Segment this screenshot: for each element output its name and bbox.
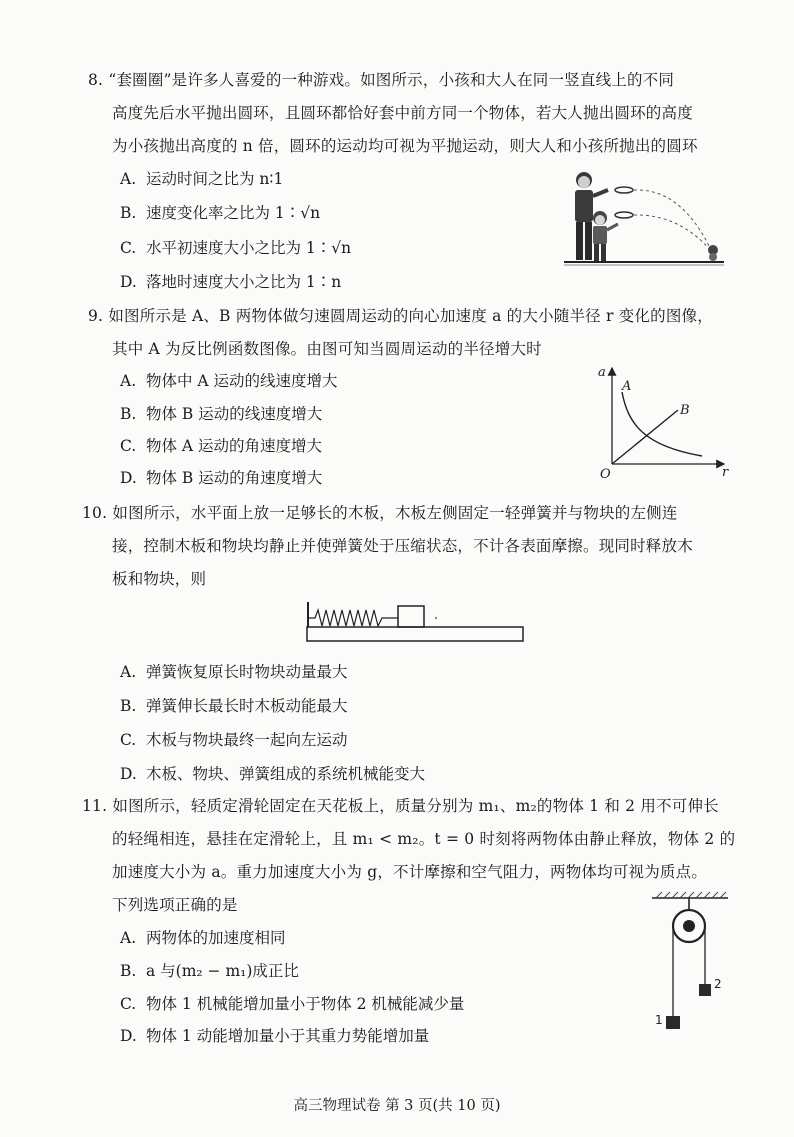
q11-option-d: D. 物体 1 动能增加量小于其重力势能增加量 xyxy=(120,1027,430,1045)
q10-line-1: 10. 如图所示，水平面上放一足够长的木板，木板左侧固定一轻弹簧并与物块的左侧连 xyxy=(82,504,678,522)
q10-option-b: B. 弹簧伸长最长时木板动能最大 xyxy=(120,697,348,715)
q8-option-d: D. 落地时速度大小之比为 1∶n xyxy=(120,273,342,291)
q11-option-c: C. 物体 1 机械能增加量小于物体 2 机械能减少量 xyxy=(120,995,465,1013)
q10-line-2: 接，控制木板和物块均静止并使弹簧处于压缩状态，不计各表面摩擦。现同时释放木 xyxy=(112,537,693,555)
q11-line-1: 11. 如图所示，轻质定滑轮固定在天花板上，质量分别为 m₁、m₂的物体 1 和 2 用不可伸长 xyxy=(82,797,719,815)
y-axis-label: a xyxy=(598,365,606,380)
wooden-board xyxy=(307,627,523,641)
body-1 xyxy=(666,1016,680,1029)
x-axis-label: r xyxy=(722,465,729,480)
q11-line-2: 的轻绳相连，悬挂在定滑轮上，且 m₁ < m₂。t = 0 时刻将两物体由静止释放，物体 2 的 xyxy=(112,830,736,848)
origin-label: O xyxy=(600,467,611,482)
body-2 xyxy=(699,984,711,996)
q9-line-2: 其中 A 为反比例函数图像。由图可知当圆周运动的半径增大时 xyxy=(112,340,542,358)
q11-line-4: 下列选项正确的是 xyxy=(112,896,238,914)
spring xyxy=(308,610,398,626)
q9-option-a: A. 物体中 A 运动的线速度增大 xyxy=(120,372,338,390)
q8-option-b: B. 速度变化率之比为 1∶√n xyxy=(120,204,321,222)
acceleration-radius-graph xyxy=(592,362,732,482)
q10-option-d: D. 木板、物块、弹簧组成的系统机械能变大 xyxy=(120,765,426,783)
q11-line-3: 加速度大小为 a。重力加速度大小为 g，不计摩擦和空气阻力，两物体均可视为质点。 xyxy=(112,863,708,881)
line-b-label: B xyxy=(680,403,690,418)
q8-option-a: A. 运动时间之比为 n∶1 xyxy=(120,170,284,188)
q9-option-c: C. 物体 A 运动的角速度增大 xyxy=(120,437,323,455)
q8-line-3: 为小孩抛出高度的 n 倍，圆环的运动均可视为平抛运动，则大人和小孩所抛出的圆环 xyxy=(112,137,698,155)
curve-a-label: A xyxy=(622,379,632,394)
pulley-figure xyxy=(648,892,734,1040)
q11-option-a: A. 两物体的加速度相同 xyxy=(120,929,286,947)
q8-line-1: 8. “套圈圈”是许多人喜爱的一种游戏。如图所示，小孩和大人在同一竖直线上的不同 xyxy=(88,71,675,89)
q8-line-2: 高度先后水平抛出圆环，且圆环都恰好套中前方同一个物体，若大人抛出圆环的高度 xyxy=(112,104,693,122)
ring-toss-figure xyxy=(562,166,730,268)
q10-option-a: A. 弹簧恢复原长时物块动量最大 xyxy=(120,663,348,681)
page-footer: 高三物理试卷 第 3 页(共 10 页) xyxy=(293,1098,501,1114)
body-2-label: 2 xyxy=(714,977,722,991)
block xyxy=(398,606,424,627)
q9-line-1: 9. 如图所示是 A、B 两物体做匀速圆周运动的向心加速度 a 的大小随半径 r 变化的图像， xyxy=(88,307,713,325)
spring-board-figure xyxy=(305,600,527,646)
q9-option-d: D. 物体 B 运动的角速度增大 xyxy=(120,469,323,487)
q10-option-c: C. 木板与物块最终一起向左运动 xyxy=(120,731,348,749)
q11-option-b: B. a 与(m₂ − m₁)成正比 xyxy=(120,962,299,980)
body-1-label: 1 xyxy=(655,1013,663,1027)
line-b xyxy=(612,410,678,464)
q9-option-b: B. 物体 B 运动的线速度增大 xyxy=(120,405,323,423)
q8-option-c: C. 水平初速度大小之比为 1∶√n xyxy=(120,239,352,257)
q10-line-3: 板和物块，则 xyxy=(112,570,207,588)
